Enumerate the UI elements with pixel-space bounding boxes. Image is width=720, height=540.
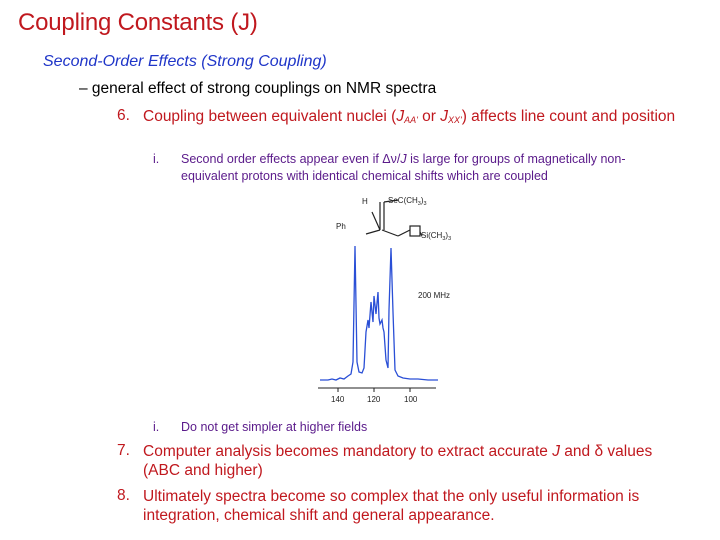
item-6-text: Coupling between equivalent nuclei ($J_{AA'}$ or $J_{XX'}$) affects line count and position xyxy=(143,108,676,125)
h-label: H xyxy=(362,197,368,206)
subitem-number-1: i. xyxy=(153,152,160,166)
nmr-spectrum-trace xyxy=(320,246,438,380)
silicon-group-label: $Si(CH_3)_3$ xyxy=(421,231,452,242)
ph-label: Ph xyxy=(336,222,346,231)
intro-bullet: – general effect of strong couplings on NMR spectra xyxy=(79,80,437,97)
subitem-2-text: Do not get simpler at higher fields xyxy=(181,420,368,434)
item-number-8: 8. xyxy=(117,487,130,504)
molecule-structure xyxy=(366,200,422,236)
item-number-6: 6. xyxy=(117,107,130,124)
field-strength-label: 200 MHz xyxy=(418,291,451,300)
slide-subtitle: Second-Order Effects (Strong Coupling) xyxy=(43,53,327,70)
selenium-group-label: $SeC(CH_3)_3$ xyxy=(388,196,427,207)
tick-label-100: 100 xyxy=(404,395,418,404)
item-number-7: 7. xyxy=(117,442,130,459)
item-7-text: Computer analysis becomes mandatory to extract accurate J and δ values (ABC and higher) xyxy=(143,443,653,479)
x-axis xyxy=(318,388,436,392)
nmr-figure xyxy=(318,192,488,410)
subitem-1-text: Second order effects appear even if Δν/J is large for groups of magnetically non-equivalent protons with identical chemical shifts which are coupled xyxy=(181,152,626,183)
tick-label-120: 120 xyxy=(367,395,381,404)
tick-label-140: 140 xyxy=(331,395,345,404)
item-8-text: Ultimately spectra become so complex that the only useful information is integration, chemical shift and general appearance. xyxy=(143,488,640,524)
slide-title: Coupling Constants (J) xyxy=(18,9,258,36)
subitem-number-2: i. xyxy=(153,420,160,434)
